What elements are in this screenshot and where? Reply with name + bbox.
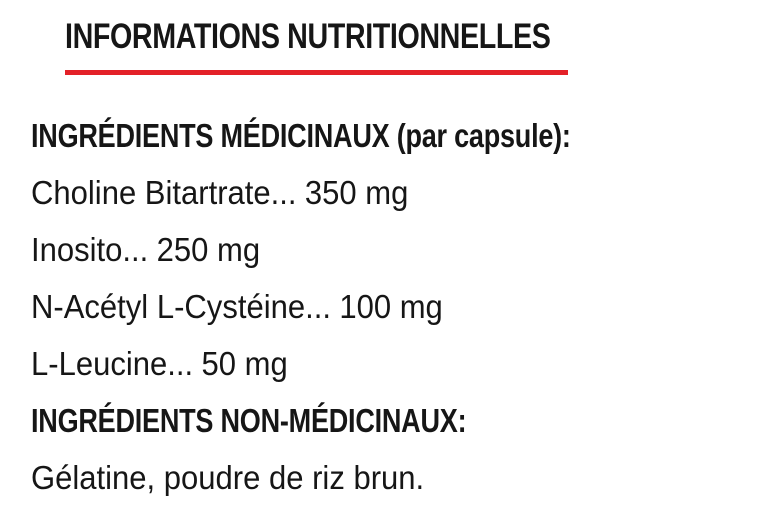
ingredient-name: N-Acétyl L-Cystéine <box>31 288 306 325</box>
title-underline <box>65 70 568 75</box>
ingredient-row <box>31 278 781 335</box>
ellipsis: ... <box>305 288 331 325</box>
non-medicinal-section-heading <box>31 392 781 449</box>
medicinal-section-heading <box>31 107 781 164</box>
section-heading-text: INGRÉDIENTS NON-MÉDICINAUX: <box>31 402 467 439</box>
ingredient-row <box>31 164 781 221</box>
ingredients-text: Gélatine, poudre de riz brun. <box>31 459 425 496</box>
ingredient-amount: 350 mg <box>304 174 409 211</box>
ellipsis: ... <box>122 231 149 268</box>
ingredient-amount: 250 mg <box>156 231 261 268</box>
ingredient-row <box>31 335 781 392</box>
section-heading-text: INGRÉDIENTS MÉDICINAUX (par capsule): <box>31 117 571 154</box>
ellipsis: ... <box>167 345 194 382</box>
panel-title <box>65 15 781 59</box>
ingredient-amount: 50 mg <box>201 345 288 382</box>
ingredient-amount: 100 mg <box>339 288 443 325</box>
non-medicinal-ingredients-text <box>31 449 781 506</box>
ingredient-row <box>31 221 781 278</box>
ingredient-name: Inosito <box>31 231 123 268</box>
panel-title-text: INFORMATIONS NUTRITIONNELLES <box>65 17 551 56</box>
ingredient-name: Choline Bitartrate <box>31 174 271 211</box>
ingredient-name: L-Leucine <box>31 345 168 382</box>
ingredients-list <box>31 107 781 506</box>
ellipsis: ... <box>270 174 297 211</box>
